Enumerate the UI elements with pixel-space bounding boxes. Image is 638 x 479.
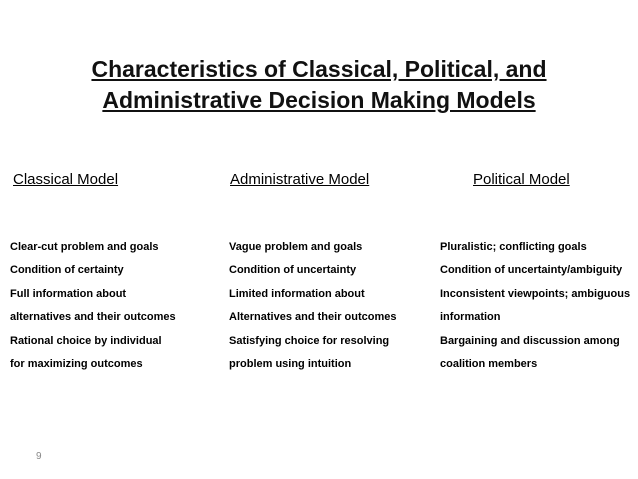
classical-model-heading: Classical Model <box>13 171 119 188</box>
slide-title <box>0 54 638 116</box>
list-item: Rational choice by individual <box>10 334 162 347</box>
list-item: Condition of uncertainty/ambiguity <box>440 264 623 277</box>
list-item: Inconsistent viewpoints; ambiguous <box>440 287 631 300</box>
list-item: Vague problem and goals <box>229 241 363 253</box>
list-item: Condition of certainty <box>10 264 124 277</box>
administrative-model-heading: Administrative Model <box>230 171 370 188</box>
list-item: Pluralistic; conflicting goals <box>440 241 587 253</box>
list-item: alternatives and their outcomes <box>10 311 176 324</box>
list-item: Condition of uncertainty <box>229 264 357 277</box>
political-model-list <box>440 240 630 380</box>
slide-title-line-2: Administrative Decision Making Models <box>102 87 536 113</box>
list-item: Limited information about <box>229 287 365 300</box>
list-item: Alternatives and their outcomes <box>229 311 397 324</box>
page-number: 9 <box>36 451 42 462</box>
list-item: information <box>440 311 501 324</box>
administrative-model-list <box>229 240 397 380</box>
list-item: Full information about <box>10 287 127 300</box>
list-item: for maximizing outcomes <box>10 357 143 370</box>
classical-model-list <box>10 240 176 380</box>
list-item: Bargaining and discussion among <box>440 334 620 347</box>
political-model-heading: Political Model <box>473 171 570 188</box>
slide-title-line-1: Characteristics of Classical, Political, and <box>91 56 547 82</box>
list-item: Clear-cut problem and goals <box>10 241 159 253</box>
list-item: problem using intuition <box>229 357 352 370</box>
list-item: coalition members <box>440 357 538 370</box>
list-item: Satisfying choice for resolving <box>229 334 390 347</box>
